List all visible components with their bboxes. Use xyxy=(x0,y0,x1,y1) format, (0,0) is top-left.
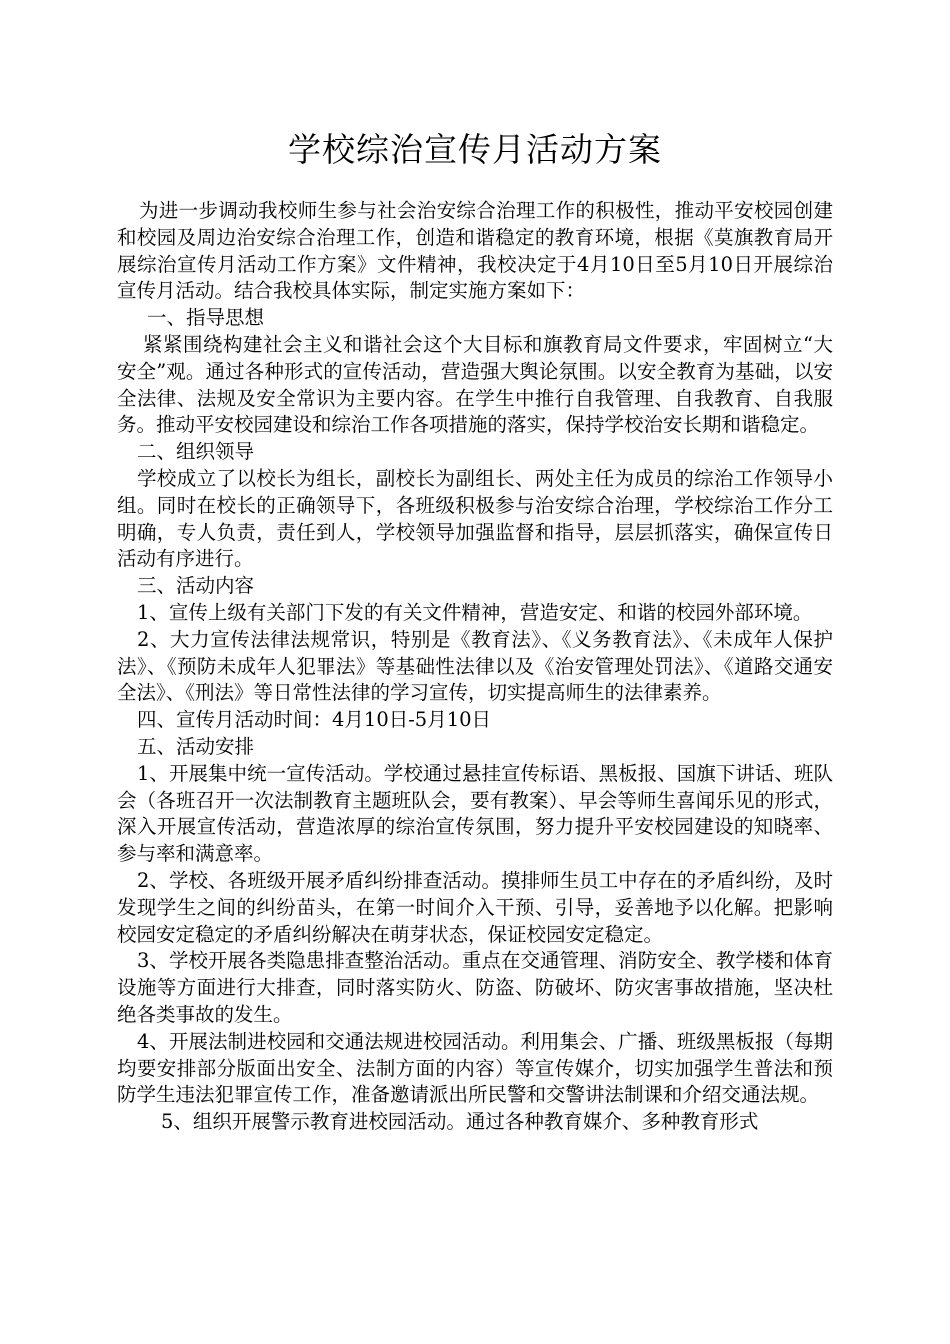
intro-paragraph: 为进一步调动我校师生参与社会治安综合治理工作的积极性，推动平安校园创建和校园及周边治安综合治理工作，创造和谐稳定的教育环境，根据《莫旗教育局开展综治宣传月活动工作方案》文件精神，我校决定于4月10日至5月10日开展综治宣传月活动。结合我校具体实际，制定实施方案如下： xyxy=(117,199,833,303)
section-heading-time: 四、宣传月活动时间：4月10日-5月10日 xyxy=(137,708,492,732)
content-item-2: 2、大力宣传法律法规常识，特别是《教育法》、《义务教育法》、《未成年人保护法》、《预防未成年人犯罪法》等基础性法律以及《治安管理处罚法》、《道路交通安全法》、《刑法》等日常性法律的学习宣传，切实提高师生的法律素养。 xyxy=(117,627,833,705)
arrangement-item-5: 5、组织开展警示教育进校园活动。通过各种教育媒介、多种教育形式 xyxy=(161,1110,759,1134)
arrangement-item-3: 3、学校开展各类隐患排查整治活动。重点在交通管理、消防安全、教学楼和体育设施等方面进行大排查，同时落实防火、防盗、防破坏、防灾害事故措施，坚决杜绝各类事故的发生。 xyxy=(117,949,833,1026)
arrangement-item-1: 1、开展集中统一宣传活动。学校通过悬挂宣传标语、黑板报、国旗下讲话、班队会（各班召开一次法制教育主题班队会，要有教案）、早会等师生喜闻乐见的形式，深入开展宣传活动，营造浓厚的综治宣传氛围，努力提升平安校园建设的知晓率、参与率和满意率。 xyxy=(117,761,833,866)
section-heading-content: 三、活动内容 xyxy=(137,574,255,598)
document-body xyxy=(117,198,833,1136)
document-title: 学校综治宣传月活动方案 xyxy=(288,130,662,169)
arrangement-item-2: 2、学校、各班级开展矛盾纠纷排查活动。摸排师生员工中存在的矛盾纠纷，及时发现学生之间的纠纷苗头，在第一时间介入干预、引导，妥善地予以化解。把影响校园安定稳定的矛盾纠纷解决在萌芽状态，保证校园安定稳定。 xyxy=(117,868,833,946)
content-item-1: 1、宣传上级有关部门下发的有关文件精神，营造安定、和谐的校园外部环境。 xyxy=(137,600,813,624)
section-heading-guiding-ideology: 一、指导思想 xyxy=(147,306,265,330)
section-heading-organization: 二、组织领导 xyxy=(137,440,255,464)
organization-paragraph: 学校成立了以校长为组长，副校长为副组长、两处主任为成员的综治工作领导小组。同时在校长的正确领导下，各班级积极参与治安综合治理，学校综治工作分工明确，专人负责，责任到人，学校领导加强监督和指导，层层抓落实，确保宣传日活动有序进行。 xyxy=(117,466,833,571)
arrangement-item-4: 4、开展法制进校园和交通法规进校园活动。利用集会、广播、班级黑板报（每期均要安排部分版面出安全、法制方面的内容）等宣传媒介，切实加强学生普法和预防学生违法犯罪宣传工作，准备邀请派出所民警和交警讲法制课和介绍交通法规。 xyxy=(117,1029,833,1107)
section-heading-arrangement: 五、活动安排 xyxy=(137,734,255,758)
guiding-ideology-paragraph: 紧紧围绕构建社会主义和谐社会这个大目标和旗教育局文件要求，牢固树立“大安全”观。通过各种形式的宣传活动，营造强大舆论氛围。以安全教育为基础，以安全法律、法规及安全常识为主要内容。在学生中推行自我管理、自我教育、自我服务。推动平安校园建设和综治工作各项措施的落实，保持学校治安长期和谐稳定。 xyxy=(117,332,833,437)
